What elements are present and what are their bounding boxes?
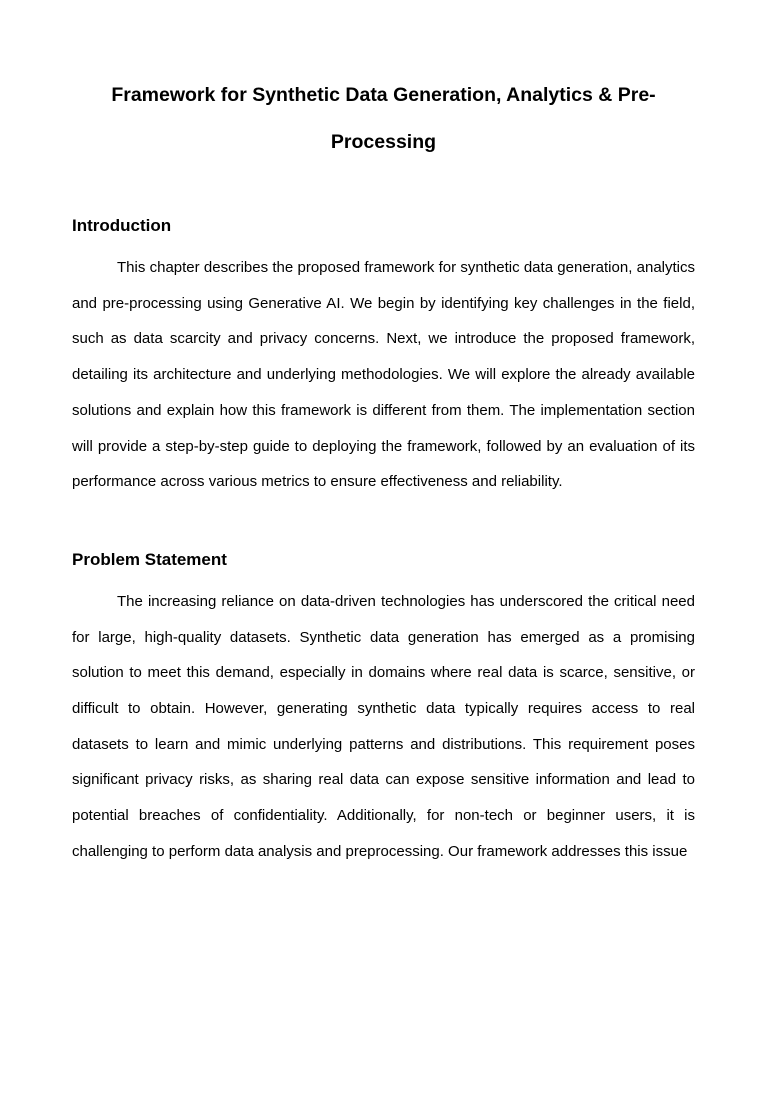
problem-statement-heading: Problem Statement — [72, 549, 227, 569]
introduction-heading: Introduction — [72, 216, 172, 235]
document-title: Framework for Synthetic Data Generation, Analytics & Pre-Processing — [111, 84, 656, 153]
problem-statement-paragraph: The increasing reliance on data-driven technologies has underscored the critical need for large, high-quality datasets. Synthetic data generation has emerged as a promising solution to meet this demand, especially in domains where real data is scarce, sensitive, or difficult to obtain. However, generating synthetic data typically requires access to real datasets to learn and mimic underlying patterns and distributions. This requirement poses significant privacy risks, as sharing real data can expose sensitive information and lead to potential breaches of confidentiality. Additionally, for non-tech or beginner users, it is challenging to perform data analysis and preprocessing. Our framework addresses this issue — [72, 592, 695, 860]
introduction-paragraph: This chapter describes the proposed framework for synthetic data generation, analytics and pre-processing using Generative AI. We begin by identifying key challenges in the field, such as data scarcity and privacy concerns. Next, we introduce the proposed framework, detailing its architecture and underlying methodologies. We will explore the already available solutions and explain how this framework is different from them. The implementation section will provide a step-by-step guide to deploying the framework, followed by an evaluation of its performance across various metrics to ensure effectiveness and reliability. — [72, 259, 695, 491]
document-page — [0, 72, 768, 1096]
